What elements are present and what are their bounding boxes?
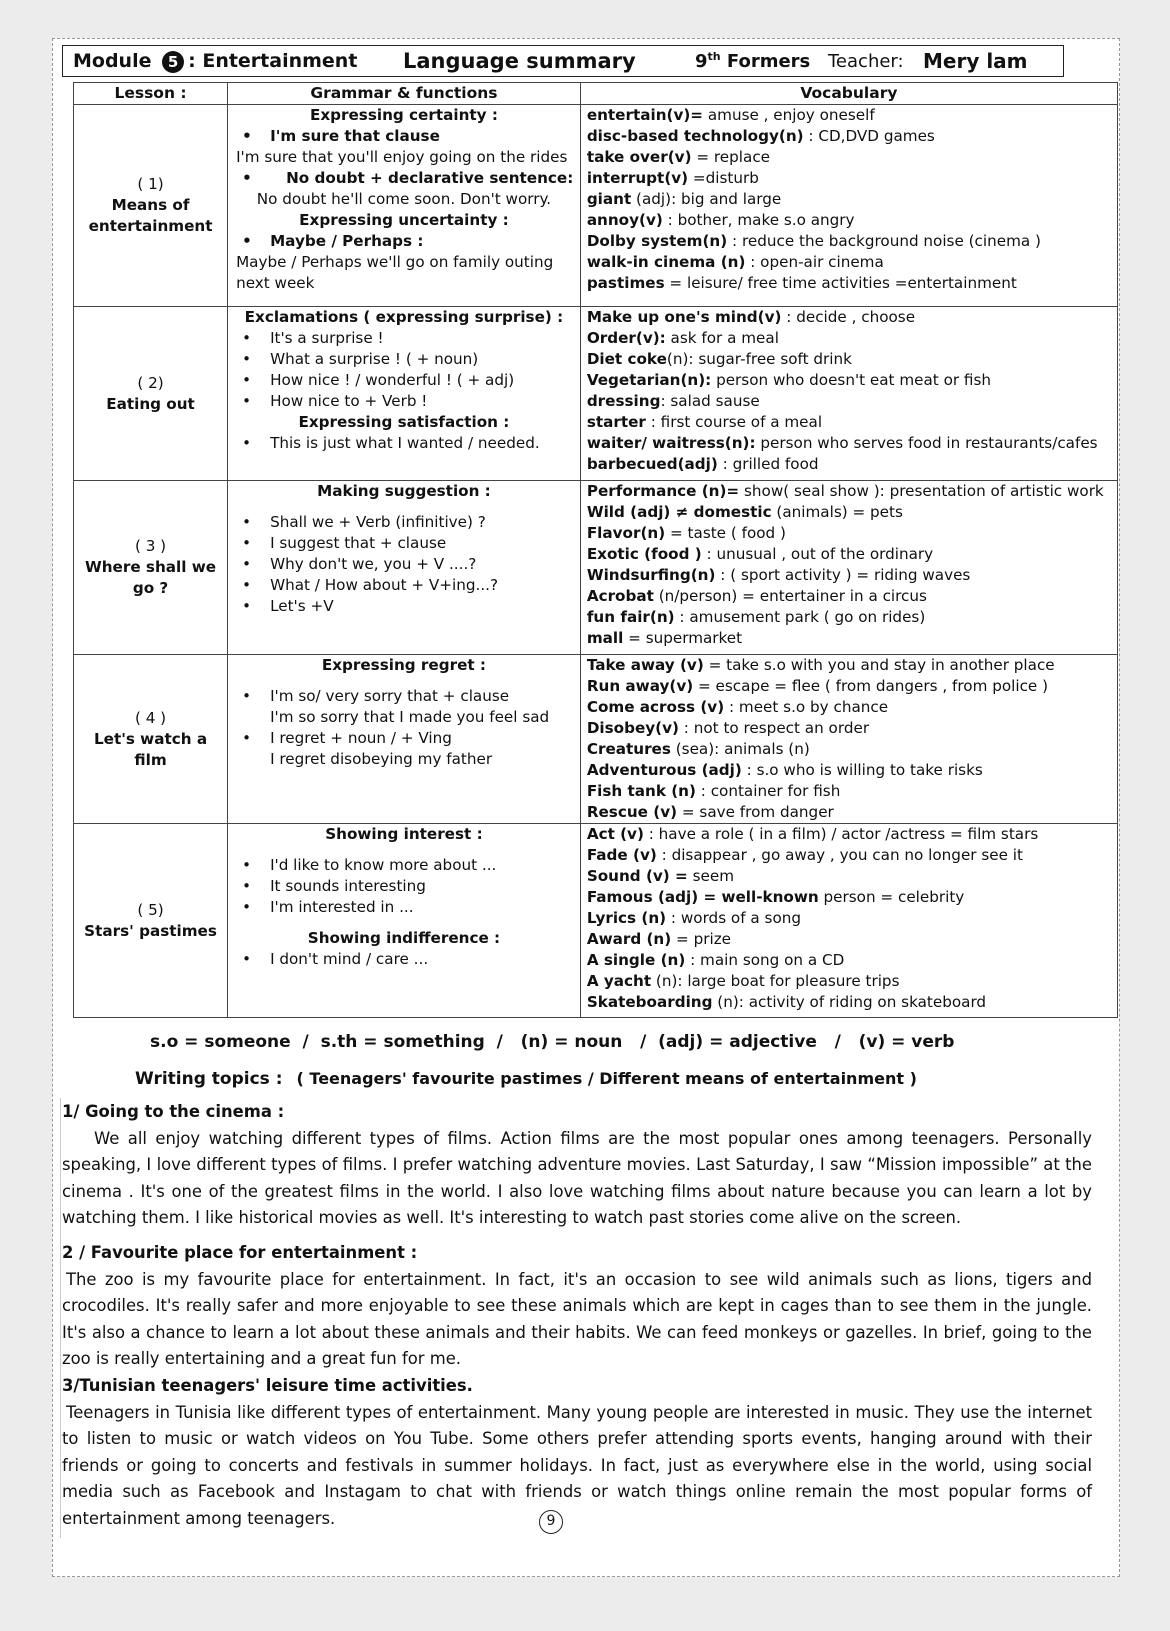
vocabulary-entry bbox=[587, 502, 1111, 523]
vocabulary-definition: = leisure/ free time activities =entertainment bbox=[664, 274, 1017, 292]
vocabulary-term: barbecued(adj) bbox=[586, 455, 718, 473]
module-title: Module 5 : Entertainment bbox=[73, 49, 358, 72]
vocabulary-entry bbox=[587, 147, 1111, 168]
function-heading: Exclamations ( expressing surprise) : bbox=[244, 308, 564, 326]
vocabulary-entry bbox=[587, 126, 1111, 147]
vocabulary-term: walk-in cinema (n) bbox=[586, 253, 746, 271]
lesson-number: ( 5) bbox=[137, 900, 164, 919]
vocabulary-entry bbox=[587, 824, 1111, 845]
function-heading: Expressing satisfaction : bbox=[298, 413, 510, 431]
vocabulary-entry bbox=[587, 391, 1111, 412]
essay-2 bbox=[62, 1240, 1092, 1373]
vocabulary-definition: : grilled food bbox=[717, 455, 819, 473]
grade-label: 9th Formers bbox=[695, 50, 811, 72]
grammar-cell bbox=[228, 307, 581, 481]
vocabulary-definition: = replace bbox=[691, 148, 771, 166]
vocabulary-term: Diet coke bbox=[586, 350, 667, 368]
vocabulary-term: Lyrics (n) bbox=[586, 909, 667, 927]
structure-item: • What / How about + V+ing...? bbox=[234, 575, 574, 596]
lesson-number: ( 4 ) bbox=[134, 708, 167, 727]
vocabulary-definition: : s.o who is willing to take risks bbox=[741, 761, 983, 779]
vocabulary-entry bbox=[587, 105, 1111, 126]
vocabulary-term: Sound (v) = bbox=[586, 867, 688, 885]
vocabulary-term: mall bbox=[586, 629, 624, 647]
vocabulary-entry bbox=[587, 971, 1111, 992]
lesson-cell bbox=[74, 307, 228, 481]
vocabulary-definition: =disturb bbox=[688, 169, 759, 187]
vocabulary-cell bbox=[580, 824, 1117, 1018]
structure-item: • I don't mind / care ... bbox=[234, 949, 574, 970]
vocabulary-entry bbox=[587, 328, 1111, 349]
essay-body: The zoo is my favourite place for entertainment. In fact, it's an occasion to see wild animals such as lions, tigers and crocodiles. It's really safer and more enjoyable to see these animals which are kept in cages than to see them in the jungle. It's also a chance to learn a lot about these animals and their habits. We can feed monkeys or gazelles. In brief, going to the zoo is really entertaining and a great fun for me. bbox=[62, 1269, 1092, 1368]
vocabulary-cell bbox=[580, 105, 1117, 307]
lesson-name: Let's watch a film bbox=[93, 729, 208, 769]
vocabulary-term: Order(v): bbox=[586, 329, 666, 347]
vocabulary-entry bbox=[587, 802, 1111, 823]
vocabulary-definition: (sea): animals (n) bbox=[670, 740, 810, 758]
vocabulary-entry bbox=[587, 866, 1111, 887]
lesson-row bbox=[74, 481, 1118, 655]
writing-topics-label: Writing topics : bbox=[135, 1069, 283, 1089]
essay-1 bbox=[62, 1099, 1092, 1232]
vocabulary-cell bbox=[580, 481, 1117, 655]
vocabulary-definition: = escape = flee ( from dangers , from police ) bbox=[693, 677, 1049, 695]
vocabulary-term: A single (n) bbox=[586, 951, 686, 969]
vocabulary-term: take over(v) bbox=[586, 148, 692, 166]
vocabulary-definition: (n): sugar-free soft drink bbox=[666, 350, 852, 368]
function-heading: Expressing certainty : bbox=[309, 106, 498, 124]
vocabulary-definition: = save from danger bbox=[677, 803, 834, 821]
lesson-column-header: Lesson : bbox=[74, 83, 228, 105]
structure-item: • It's a surprise ! bbox=[234, 328, 574, 349]
structure-item: • No doubt + declarative sentence: bbox=[234, 168, 574, 189]
vocabulary-term: Adventurous (adj) bbox=[586, 761, 742, 779]
vocabulary-entry bbox=[587, 676, 1111, 697]
summary-title: Language summary bbox=[403, 49, 636, 73]
vocabulary-term: Fade (v) bbox=[586, 846, 657, 864]
vocabulary-definition: : bother, make s.o angry bbox=[662, 211, 855, 229]
lesson-row bbox=[74, 307, 1118, 481]
vocabulary-definition: = take s.o with you and stay in another place bbox=[703, 656, 1055, 674]
lesson-number: ( 3 ) bbox=[134, 537, 167, 555]
vocabulary-definition: = taste ( food ) bbox=[665, 524, 786, 542]
vocabulary-column-header: Vocabulary bbox=[580, 83, 1117, 105]
vocabulary-entry bbox=[587, 845, 1111, 866]
vocabulary-definition: ask for a meal bbox=[665, 329, 779, 347]
lesson-name: Means of entertainment bbox=[88, 196, 213, 235]
vocabulary-definition: show( seal show ): presentation of artistic work bbox=[739, 482, 1104, 500]
vocabulary-entry bbox=[587, 781, 1111, 802]
vocabulary-cell bbox=[580, 307, 1117, 481]
vocabulary-term: Fish tank (n) bbox=[586, 782, 696, 800]
structure-item: • How nice ! / wonderful ! ( + adj) bbox=[234, 370, 574, 391]
vocabulary-term: Exotic (food ) bbox=[586, 545, 702, 563]
example-sentence: I'm sure that you'll enjoy going on the rides bbox=[236, 148, 568, 166]
vocabulary-entry bbox=[587, 607, 1111, 628]
vocabulary-term: Acrobat bbox=[586, 587, 654, 605]
lesson-cell bbox=[74, 824, 228, 1018]
vocabulary-entry bbox=[587, 655, 1111, 676]
vocabulary-term: dressing bbox=[586, 392, 661, 410]
vocabulary-entry bbox=[587, 210, 1111, 231]
vocabulary-term: A yacht bbox=[586, 972, 652, 990]
vocabulary-entry bbox=[587, 887, 1111, 908]
structure-item: • I'd like to know more about ... bbox=[234, 855, 574, 876]
vocabulary-definition: : disappear , go away , you can no longer see it bbox=[656, 846, 1023, 864]
vocabulary-term: disc-based technology(n) bbox=[586, 127, 804, 145]
vocabulary-term: interrupt(v) bbox=[586, 169, 689, 187]
vocabulary-term: Creatures bbox=[586, 740, 671, 758]
vocabulary-entry bbox=[587, 307, 1111, 328]
vocabulary-entry bbox=[587, 908, 1111, 929]
example-sentence: I'm so sorry that I made you feel sad bbox=[270, 708, 550, 726]
vocabulary-definition: amuse , enjoy oneself bbox=[703, 106, 875, 124]
vocabulary-term: Performance (n)= bbox=[586, 482, 740, 500]
lesson-row bbox=[74, 824, 1118, 1018]
vocabulary-definition: : reduce the background noise (cinema ) bbox=[727, 232, 1041, 250]
vocabulary-term: Come across (v) bbox=[586, 698, 725, 716]
function-heading: Expressing uncertainty : bbox=[299, 211, 509, 229]
vocabulary-term: fun fair(n) bbox=[586, 608, 675, 626]
vocabulary-entry bbox=[587, 992, 1111, 1013]
vocabulary-definition: : salad sause bbox=[660, 392, 760, 410]
vocabulary-definition: : ( sport activity ) = riding waves bbox=[715, 566, 971, 584]
vocabulary-term: giant bbox=[586, 190, 632, 208]
spacer bbox=[234, 845, 574, 855]
structure-item: • I'm so/ very sorry that + clause bbox=[234, 686, 574, 707]
vocabulary-term: Wild (adj) ≠ domestic bbox=[586, 503, 772, 521]
vocabulary-entry bbox=[587, 168, 1111, 189]
lesson-number: ( 1) bbox=[137, 175, 164, 193]
spacer bbox=[234, 502, 574, 512]
function-heading: Showing indifference : bbox=[307, 929, 501, 947]
grammar-cell bbox=[228, 655, 581, 824]
vocabulary-term: Dolby system(n) bbox=[586, 232, 728, 250]
vocabulary-term: Skateboarding bbox=[586, 993, 713, 1011]
vocabulary-cell bbox=[580, 655, 1117, 824]
vocabulary-entry bbox=[587, 454, 1111, 475]
vocabulary-entry bbox=[587, 697, 1111, 718]
vocabulary-entry bbox=[587, 950, 1111, 971]
vocabulary-definition: : amusement park ( go on rides) bbox=[674, 608, 926, 626]
vocabulary-definition: : not to respect an order bbox=[678, 719, 870, 737]
lesson-name: Stars' pastimes bbox=[84, 921, 217, 940]
spacer bbox=[234, 676, 574, 686]
vocabulary-entry bbox=[587, 565, 1111, 586]
vocabulary-term: Rescue (v) bbox=[586, 803, 678, 821]
vocabulary-entry bbox=[587, 718, 1111, 739]
lesson-cell bbox=[74, 655, 228, 824]
vocabulary-entry bbox=[587, 739, 1111, 760]
vocabulary-term: Run away(v) bbox=[586, 677, 694, 695]
structure-item: • How nice to + Verb ! bbox=[234, 391, 574, 412]
structure-item: • Let's +V bbox=[234, 596, 574, 617]
vocabulary-term: entertain(v)= bbox=[586, 106, 704, 124]
example-sentence: No doubt he'll come soon. Don't worry. bbox=[256, 190, 552, 208]
vocabulary-term: waiter/ waitress(n): bbox=[586, 434, 756, 452]
teacher-label: Teacher: bbox=[828, 50, 904, 72]
vocabulary-definition: : main song on a CD bbox=[685, 951, 845, 969]
vocabulary-definition: : unusual , out of the ordinary bbox=[701, 545, 934, 563]
vocabulary-entry bbox=[587, 760, 1111, 781]
vocabulary-term: Famous (adj) = well-known bbox=[586, 888, 819, 906]
structure-item: • Why don't we, you + V ....? bbox=[234, 554, 574, 575]
example-sentence: I regret disobeying my father bbox=[270, 750, 493, 768]
vocabulary-entry bbox=[587, 481, 1111, 502]
vocabulary-entry bbox=[587, 433, 1111, 454]
module-number-badge: 5 bbox=[162, 51, 184, 73]
vocabulary-term: Award (n) bbox=[586, 930, 672, 948]
vocabulary-entry bbox=[587, 370, 1111, 391]
grammar-cell bbox=[228, 824, 581, 1018]
grammar-cell bbox=[228, 481, 581, 655]
vocabulary-entry bbox=[587, 628, 1111, 649]
vocabulary-entry bbox=[587, 929, 1111, 950]
vocabulary-definition: : meet s.o by chance bbox=[724, 698, 889, 716]
vocabulary-definition: (n/person) = entertainer in a circus bbox=[653, 587, 927, 605]
structure-item: • What a surprise ! ( + noun) bbox=[234, 349, 574, 370]
essay-title: 3/Tunisian teenagers' leisure time activities. bbox=[62, 1376, 473, 1395]
vocabulary-definition: (adj): big and large bbox=[631, 190, 782, 208]
lesson-name: Where shall we go ? bbox=[84, 558, 217, 597]
vocabulary-term: Disobey(v) bbox=[586, 719, 679, 737]
vocabulary-entry bbox=[587, 586, 1111, 607]
teacher-name: Mery lam bbox=[923, 49, 1028, 73]
spacer bbox=[234, 918, 574, 928]
essay-body: Teenagers in Tunisia like different types of entertainment. Many young people are interested in music. They use the internet to listen to music or watch videos on You Tube. Some others prefer attending sports events, hanging around with their friends or going to concerts and festivals in summer holidays. In fact, just as everywhere else in the world, using social media such as Facebook and Instagam to chat with friends or watch things online remain the most popular forms of entertainment among teenagers. bbox=[62, 1402, 1092, 1528]
structure-item: • Shall we + Verb (infinitive) ? bbox=[234, 512, 574, 533]
vocabulary-entry bbox=[587, 349, 1111, 370]
lesson-name: Eating out bbox=[106, 394, 195, 413]
vocabulary-term: Take away (v) bbox=[586, 656, 704, 674]
essay-3 bbox=[62, 1373, 1092, 1532]
vocabulary-definition: = prize bbox=[671, 930, 732, 948]
vocabulary-definition: (animals) = pets bbox=[771, 503, 903, 521]
vocabulary-definition: : CD,DVD games bbox=[803, 127, 935, 145]
vocabulary-definition: : words of a song bbox=[666, 909, 802, 927]
writing-topics-list: ( Teenagers' favourite pastimes / Different means of entertainment ) bbox=[296, 1069, 917, 1088]
vocabulary-definition: person who doesn't eat meat or fish bbox=[711, 371, 992, 389]
grammar-cell bbox=[228, 105, 581, 307]
structure-item: • Maybe / Perhaps : bbox=[234, 231, 574, 252]
language-summary-table bbox=[73, 82, 1118, 1018]
grammar-column-header: Grammar & functions bbox=[228, 83, 581, 105]
lesson-number: ( 2) bbox=[137, 373, 164, 392]
structure-item: • I suggest that + clause bbox=[234, 533, 574, 554]
essay-title: 2 / Favourite place for entertainment : bbox=[62, 1243, 418, 1262]
vocabulary-entry bbox=[587, 523, 1111, 544]
vocabulary-definition: : first course of a meal bbox=[645, 413, 823, 431]
structure-item: • I'm sure that clause bbox=[234, 126, 574, 147]
vocabulary-definition: (n): activity of riding on skateboard bbox=[712, 993, 987, 1011]
essay-title: 1/ Going to the cinema : bbox=[62, 1102, 285, 1121]
vocabulary-term: Flavor(n) bbox=[586, 524, 666, 542]
vocabulary-term: Vegetarian(n): bbox=[586, 371, 712, 389]
vocabulary-entry bbox=[587, 412, 1111, 433]
vocabulary-entry bbox=[587, 252, 1111, 273]
vocabulary-term: Windsurfing(n) bbox=[586, 566, 716, 584]
lesson-cell bbox=[74, 105, 228, 307]
vocabulary-term: Make up one's mind(v) bbox=[586, 308, 782, 326]
structure-item: • It sounds interesting bbox=[234, 876, 574, 897]
vocabulary-definition: : open-air cinema bbox=[745, 253, 884, 271]
vocabulary-entry bbox=[587, 544, 1111, 565]
vocabulary-term: annoy(v) bbox=[586, 211, 663, 229]
lesson-row bbox=[74, 105, 1118, 307]
vocabulary-term: starter bbox=[586, 413, 646, 431]
table-header-row bbox=[74, 83, 1118, 105]
vocabulary-entry bbox=[587, 189, 1111, 210]
vocabulary-entry bbox=[587, 273, 1111, 294]
vocabulary-definition: (n): large boat for pleasure trips bbox=[651, 972, 900, 990]
document-header bbox=[62, 45, 1064, 77]
vocabulary-definition: = supermarket bbox=[623, 629, 743, 647]
vocabulary-term: pastimes bbox=[586, 274, 665, 292]
writing-topics bbox=[135, 1069, 917, 1089]
essay-body: We all enjoy watching different types of films. Action films are the most popular ones among teenagers. Personally speaking, I love different types of films. I prefer watching adventure movies. Last Saturday, I saw “Mission impossible” at the cinema . It's one of the greatest films in the world. I also love watching films about nature because you can learn a lot by watching them. I like historical movies as well. It's interesting to watch past stories come alive on the screen. bbox=[62, 1128, 1092, 1227]
structure-item: • I regret + noun / + Ving bbox=[234, 728, 574, 749]
function-heading: Expressing regret : bbox=[321, 656, 487, 674]
vocabulary-definition: : have a role ( in a film) / actor /actress = film stars bbox=[643, 825, 1039, 843]
function-heading: Making suggestion : bbox=[317, 482, 491, 500]
lesson-cell bbox=[74, 481, 228, 655]
vocabulary-entry bbox=[587, 231, 1111, 252]
vocabulary-definition: : decide , choose bbox=[781, 308, 916, 326]
function-heading: Showing interest : bbox=[325, 825, 483, 843]
vocabulary-definition: seem bbox=[687, 867, 734, 885]
vocabulary-definition: person = celebrity bbox=[818, 888, 965, 906]
example-sentence: Maybe / Perhaps we'll go on family outing next week bbox=[236, 253, 554, 292]
margin-line bbox=[60, 1098, 61, 1538]
page-number: 9 bbox=[539, 1510, 563, 1534]
structure-item: • This is just what I wanted / needed. bbox=[234, 433, 574, 454]
abbreviation-legend: s.o = someone / s.th = something / (n) = noun / (adj) = adjective / (v) = verb bbox=[150, 1032, 955, 1052]
vocabulary-definition: : container for fish bbox=[695, 782, 841, 800]
vocabulary-definition: person who serves food in restaurants/cafes bbox=[755, 434, 1098, 452]
lesson-row bbox=[74, 655, 1118, 824]
vocabulary-term: Act (v) bbox=[586, 825, 644, 843]
structure-item: • I'm interested in ... bbox=[234, 897, 574, 918]
